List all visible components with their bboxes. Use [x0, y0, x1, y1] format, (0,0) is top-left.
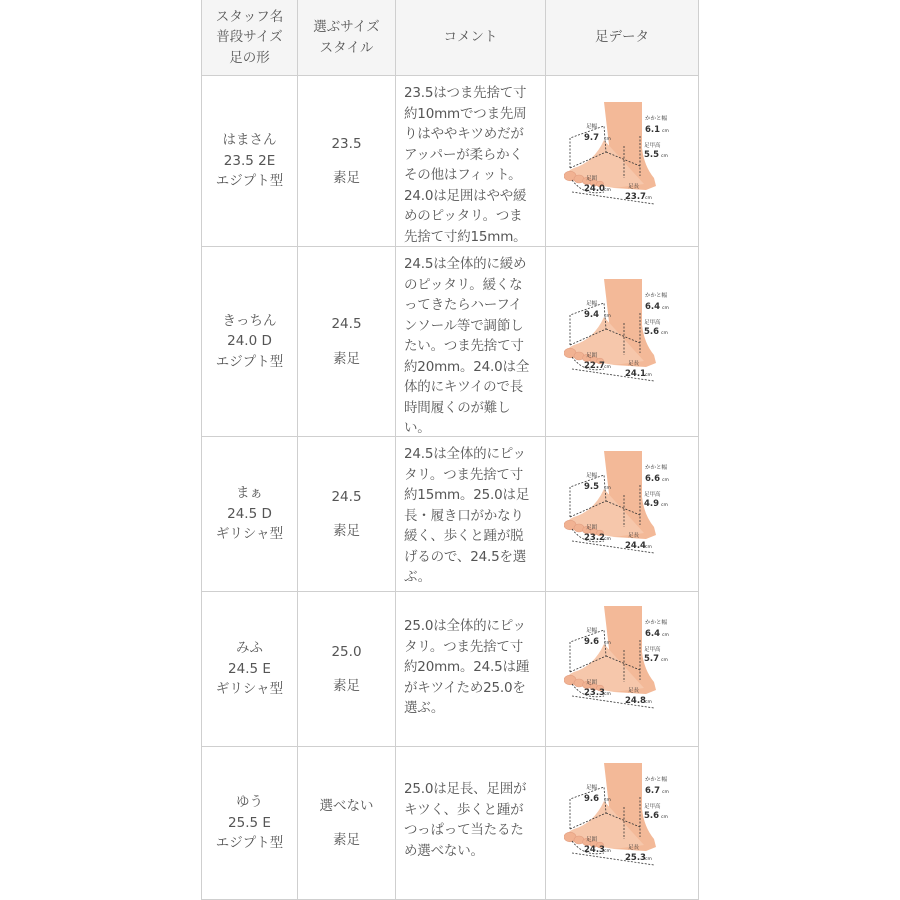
unit-label: cm [604, 137, 611, 142]
foot-length-label: 足長 [628, 361, 640, 367]
foot-width-value: 9.6 [584, 794, 600, 804]
heel-width-value: 6.1 [645, 125, 661, 135]
comment-line: のピッタリ。緩くな [404, 276, 523, 293]
staff-usual-size: 24.0 D [227, 333, 272, 350]
unit-label: cm [661, 815, 668, 820]
comment-line: 約10mmでつま先周 [404, 105, 527, 122]
table-row [202, 75, 698, 246]
foot-illustration [564, 100, 682, 212]
foot-girth-value: 24.0 [584, 184, 605, 194]
unit-label: cm [662, 790, 669, 795]
staff-name: ゆう [236, 794, 263, 811]
size-cell [297, 592, 395, 746]
comment-line: タリ。つま先捨て寸 [404, 638, 524, 655]
comment-line: ぶ。 [404, 569, 431, 585]
comment-line: 25.0は全体的にピッ [404, 618, 526, 634]
unit-label: cm [604, 188, 611, 193]
size-cell [297, 247, 395, 436]
comment-cell [395, 437, 545, 591]
foot-length-value: 24.1 [625, 369, 646, 379]
foot-girth-label: 足囲 [586, 837, 598, 843]
heel-width-label: かかと幅 [645, 293, 668, 299]
comment-line: 約20mm。24.0は全 [404, 358, 530, 375]
unit-label: cm [661, 154, 668, 159]
staff-size-table [201, 0, 699, 900]
heel-width-value: 6.4 [645, 629, 661, 639]
unit-label: cm [645, 373, 652, 378]
unit-label: cm [604, 486, 611, 491]
foot-illustration [564, 449, 682, 561]
comment-line: めのピッタリ。つま [404, 208, 523, 224]
size-cell [297, 747, 395, 899]
foot-data-cell [545, 247, 698, 436]
heel-width-label: かかと幅 [645, 116, 668, 122]
foot-girth-value: 22.7 [584, 361, 605, 371]
staff-usual-size: 24.5 E [228, 660, 271, 677]
comment-cell [395, 76, 545, 246]
comment-line: アッパーが柔らかく [404, 146, 523, 163]
comment-line: 23.5はつま先捨て寸 [404, 85, 527, 101]
staff-cell [202, 747, 297, 899]
unit-label: cm [604, 798, 611, 803]
comment-line: い。 [404, 420, 431, 436]
unit-label: cm [662, 478, 669, 483]
foot-width-label: 足幅 [586, 473, 598, 479]
foot-girth-label: 足囲 [586, 353, 598, 359]
heel-width-label: かかと幅 [645, 777, 668, 783]
comment-line: キツく、歩くと踵が [404, 801, 524, 818]
instep-label: 足甲高 [644, 804, 661, 810]
instep-value: 5.7 [644, 654, 660, 664]
staff-cell [202, 76, 297, 246]
comment-line: 24.5は全体的に緩め [404, 256, 527, 272]
comment-line: 24.0は足囲はやや緩 [404, 187, 527, 204]
comment-line: りはややキツめだが [404, 126, 524, 142]
staff-foot-shape: エジプト型 [215, 353, 284, 370]
foot-girth-value: 24.3 [584, 845, 605, 855]
unit-label: cm [645, 857, 652, 862]
staff-cell [202, 592, 297, 746]
foot-length-value: 23.7 [625, 192, 646, 202]
unit-label: cm [604, 641, 611, 646]
staff-name: まぁ [236, 485, 263, 502]
foot-width-value: 9.6 [584, 637, 600, 647]
header-size-line: スタイル [319, 39, 374, 56]
comment-line: め選べない。 [404, 842, 484, 859]
header-size [297, 0, 395, 75]
foot-length-label: 足長 [628, 845, 640, 851]
heel-width-label: かかと幅 [645, 620, 668, 626]
foot-data-cell [545, 747, 698, 899]
style: 素足 [333, 832, 360, 848]
header-comment [395, 0, 545, 75]
table-row [202, 436, 698, 591]
comment-line: 約15mm。25.0は足 [404, 487, 530, 503]
foot-width-label: 足幅 [586, 301, 598, 307]
foot-width-label: 足幅 [586, 628, 598, 634]
comment-line: げるので、24.5を選 [404, 548, 527, 565]
comment-line: 先捨て寸約15mm。 [404, 228, 527, 245]
foot-data-cell [545, 437, 698, 591]
foot-data-cell [545, 76, 698, 246]
foot-illustration [564, 604, 682, 716]
foot-diagram [564, 277, 682, 389]
foot-length-value: 24.8 [625, 696, 646, 706]
comment-line: つっぱって当たるた [404, 822, 524, 838]
comment-line: 24.5は全体的にピッ [404, 446, 526, 462]
style: 素足 [333, 170, 360, 186]
size-cell [297, 76, 395, 246]
foot-girth-value: 23.3 [584, 688, 605, 698]
style: 素足 [333, 350, 360, 367]
instep-label: 足甲高 [644, 647, 661, 653]
foot-length-label: 足長 [628, 688, 640, 694]
foot-length-value: 25.3 [625, 853, 646, 863]
unit-label: cm [645, 196, 652, 201]
style: 素足 [333, 678, 360, 694]
unit-label: cm [662, 129, 669, 134]
unit-label: cm [604, 692, 611, 697]
comment-cell [395, 247, 545, 436]
table-row [202, 746, 698, 900]
instep-value: 5.5 [644, 150, 660, 160]
instep-value: 5.6 [644, 811, 660, 821]
foot-width-value: 9.5 [584, 482, 600, 492]
comment-line: ってきたらハーフイ [404, 297, 522, 313]
comment-line: 選ぶ。 [404, 700, 445, 716]
comment-line: 長・履き口がかなり [404, 507, 524, 524]
table-row [202, 591, 698, 746]
unit-label: cm [661, 658, 668, 663]
size-cell [297, 437, 395, 591]
staff-foot-shape: ギリシャ型 [215, 681, 284, 698]
staff-name: きっちん [222, 312, 277, 329]
unit-label: cm [645, 700, 652, 705]
foot-width-value: 9.7 [584, 133, 600, 143]
instep-label: 足甲高 [644, 143, 661, 149]
chosen-size: 23.5 [331, 135, 362, 152]
foot-girth-label: 足囲 [586, 525, 598, 531]
chosen-size: 25.0 [331, 643, 362, 660]
unit-label: cm [604, 314, 611, 319]
unit-label: cm [661, 331, 668, 336]
staff-foot-shape: ギリシャ型 [215, 526, 284, 543]
unit-label: cm [604, 537, 611, 542]
heel-width-value: 6.7 [645, 786, 661, 796]
header-staff [202, 0, 297, 75]
foot-width-value: 9.4 [584, 310, 600, 320]
instep-label: 足甲高 [644, 320, 661, 326]
staff-name: みふ [236, 640, 263, 657]
style: 素足 [333, 523, 360, 539]
foot-length-label: 足長 [628, 533, 640, 539]
foot-girth-label: 足囲 [586, 176, 598, 182]
header-foot-data-label: 足データ [595, 29, 649, 46]
unit-label: cm [662, 306, 669, 311]
comment-line: ンソール等で調節し [404, 317, 524, 334]
header-size-line: 選ぶサイズ [313, 19, 380, 35]
foot-diagram [564, 604, 682, 716]
foot-length-label: 足長 [628, 184, 640, 190]
foot-data-cell [545, 592, 698, 746]
header-staff-line: 普段サイズ [216, 29, 283, 46]
unit-label: cm [661, 503, 668, 508]
instep-value: 4.9 [644, 499, 660, 509]
heel-width-value: 6.6 [645, 474, 661, 484]
comment-line: その他はフィット。 [404, 167, 522, 183]
comment-line: タリ。つま先捨て寸 [404, 466, 524, 483]
chosen-size: 24.5 [331, 488, 362, 505]
comment-line: 緩く、歩くと踵が脱 [404, 528, 524, 544]
heel-width-label: かかと幅 [645, 465, 668, 471]
foot-length-value: 24.4 [625, 541, 646, 551]
foot-diagram [564, 761, 682, 873]
foot-diagram [564, 100, 682, 212]
unit-label: cm [645, 545, 652, 550]
chosen-size: 24.5 [331, 316, 362, 332]
staff-cell [202, 437, 297, 591]
unit-label: cm [604, 849, 611, 854]
staff-usual-size: 24.5 D [227, 505, 272, 522]
foot-width-label: 足幅 [586, 785, 598, 791]
staff-usual-size: 23.5 2E [223, 152, 276, 169]
foot-diagram [564, 449, 682, 561]
staff-usual-size: 25.5 E [228, 814, 271, 831]
table-header-row [202, 0, 698, 75]
instep-value: 5.6 [644, 327, 660, 337]
heel-width-value: 6.4 [645, 302, 661, 312]
header-staff-line: 足の形 [229, 49, 270, 66]
staff-foot-shape: エジプト型 [215, 835, 284, 852]
comment-line: がキツイため25.0を [404, 679, 526, 696]
table-row [202, 246, 698, 436]
comment-cell [395, 592, 545, 746]
foot-girth-value: 23.2 [584, 533, 605, 543]
header-comment-label: コメント [443, 29, 498, 46]
foot-illustration [564, 761, 682, 873]
foot-illustration [564, 277, 682, 389]
comment-cell [395, 747, 545, 899]
staff-cell [202, 247, 297, 436]
unit-label: cm [662, 633, 669, 638]
unit-label: cm [604, 365, 611, 370]
foot-width-label: 足幅 [586, 124, 598, 130]
header-foot-data [545, 0, 698, 75]
staff-name: はまさん [222, 132, 277, 149]
header-staff-line: スタッフ名 [215, 8, 284, 25]
comment-line: 25.0は足長、足囲が [404, 781, 527, 797]
chosen-size: 選べない [319, 797, 374, 814]
comment-line: たい。つま先捨て寸 [404, 338, 524, 354]
comment-line: 時間履くのが難し [404, 399, 511, 416]
instep-label: 足甲高 [644, 492, 661, 498]
comment-line: 約20mm。24.5は踵 [404, 659, 530, 675]
staff-foot-shape: エジプト型 [215, 173, 284, 190]
foot-girth-label: 足囲 [586, 680, 598, 686]
comment-line: 体的にキツイので長 [404, 379, 524, 395]
